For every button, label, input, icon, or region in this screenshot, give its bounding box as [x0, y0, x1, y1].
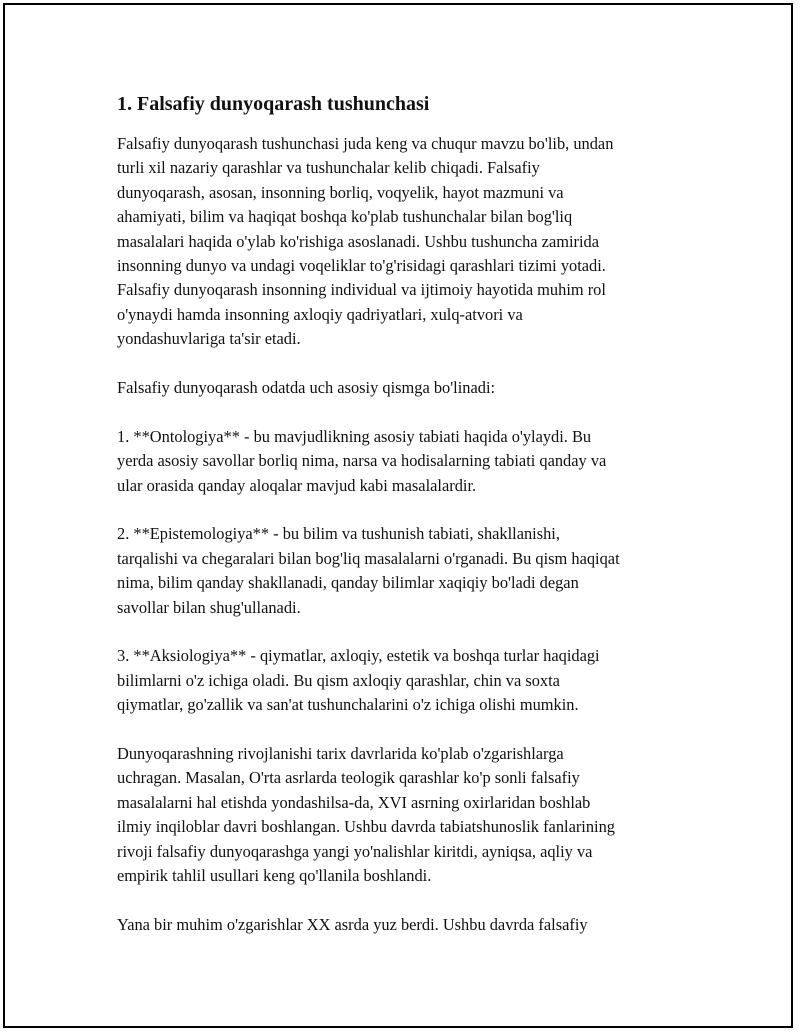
- text-line: yerda asosiy savollar borliq nima, narsa va hodisalarning tabiati qanday va: [117, 451, 607, 471]
- text-line: masalalari haqida o'ylab ko'rishiga asoslanadi. Ushbu tushuncha zamirida: [117, 231, 600, 251]
- text-line: Falsafiy dunyoqarash odatda uch asosiy qismga bo'linadi:: [117, 378, 496, 398]
- text-line: o'ynaydi hamda insonning axloqiy qadriyatlari, xulq-atvori va: [117, 304, 523, 324]
- text-line: Falsafiy dunyoqarash insonning individual va ijtimoiy hayotida muhim rol: [117, 280, 606, 300]
- text-line: dunyoqarash, asosan, insonning borliq, voqyelik, hayot mazmuni va: [117, 182, 564, 202]
- text-line: uchragan. Masalan, O'rta asrlarda teologik qarashlar ko'p sonli falsafiy: [117, 768, 580, 788]
- text-line: 2. **Epistemologiya** - bu bilim va tushunish tabiati, shakllanishi,: [117, 524, 560, 544]
- text-line: empirik tahlil usullari keng qo'llanila boshlandi.: [117, 866, 432, 886]
- text-line: Yana bir muhim o'zgarishlar XX asrda yuz berdi. Ushbu davrda falsafiy: [117, 914, 588, 934]
- text-line: ilmiy inqiloblar davri boshlangan. Ushbu davrda tabiatshunoslik fanlarining: [117, 817, 616, 837]
- text-line: masalalarni hal etishda yondashilsa-da, XVI asrning oxirlaridan boshlab: [117, 792, 591, 812]
- text-line: qiymatlar, go'zallik va san'at tushunchalarini o'z ichiga olishi mumkin.: [117, 695, 579, 715]
- paragraph-axiology: [117, 644, 697, 717]
- text-line: 3. **Aksiologiya** - qiymatlar, axloqiy, estetik va boshqa turlar haqidagi: [117, 646, 600, 666]
- paragraph-epistemology: [117, 522, 697, 620]
- paragraph-twentieth-century: [117, 913, 697, 937]
- text-line: 1. **Ontologiya** - bu mavjudlikning asosiy tabiati haqida o'ylaydi. Bu: [117, 426, 592, 446]
- paragraph-history: [117, 742, 697, 888]
- section-heading: 1. Falsafiy dunyoqarash tushunchasi: [117, 93, 430, 115]
- text-line: yondashuvlariga ta'sir etadi.: [117, 329, 301, 349]
- paragraph-intro: [117, 132, 697, 352]
- text-line: nima, bilim qanday shakllanadi, qanday bilimlar xaqiqiy bo'ladi degan: [117, 573, 579, 593]
- text-line: savollar bilan shug'ullanadi.: [117, 597, 301, 617]
- text-line: ular orasida qanday aloqalar mavjud kabi masalalardir.: [117, 475, 477, 495]
- document-body: [117, 90, 697, 962]
- text-line: rivoji falsafiy dunyoqarashga yangi yo'nalishlar kiritdi, ayniqsa, aqliy va: [117, 841, 593, 861]
- paragraph-ontology: [117, 425, 697, 498]
- paragraph-parts-intro: [117, 376, 697, 400]
- text-line: turli xil nazariy qarashlar va tushunchalar kelib chiqadi. Falsafiy: [117, 158, 540, 178]
- text-line: insonning dunyo va undagi voqeliklar to'g'risidagi qarashlari tizimi yotadi.: [117, 256, 606, 276]
- text-line: Falsafiy dunyoqarash tushunchasi juda keng va chuqur mavzu bo'lib, undan: [117, 134, 614, 153]
- text-line: tarqalishi va chegaralari bilan bog'liq masalalarni o'rganadi. Bu qism haqiqat: [117, 548, 620, 568]
- text-line: ahamiyati, bilim va haqiqat boshqa ko'plab tushunchalar bilan bog'liq: [117, 207, 573, 227]
- text-line: Dunyoqarashning rivojlanishi tarix davrlarida ko'plab o'zgarishlarga: [117, 744, 564, 764]
- text-line: bilimlarni o'z ichiga oladi. Bu qism axloqiy qarashlar, chin va soxta: [117, 670, 560, 690]
